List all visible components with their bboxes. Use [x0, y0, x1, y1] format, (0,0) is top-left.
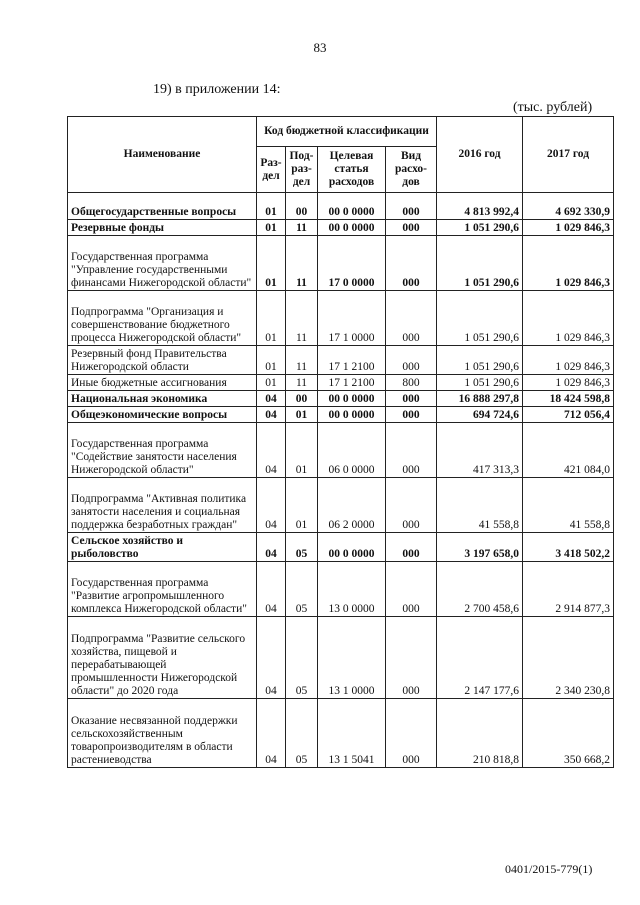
cell-name: Общегосударственные вопросы: [68, 193, 257, 220]
cell-tselevaya: 17 1 2100: [318, 346, 386, 375]
cell-tselevaya: 00 0 0000: [318, 193, 386, 220]
header-2016: 2016 год: [437, 117, 523, 193]
cell-razdel: 01: [257, 193, 286, 220]
cell-vid: 000: [386, 478, 437, 533]
cell-podrazdel: 11: [286, 236, 318, 291]
cell-vid: 000: [386, 423, 437, 478]
cell-2016: 2 147 177,6: [437, 617, 523, 699]
table-row: [68, 478, 614, 533]
cell-2016: 2 700 458,6: [437, 562, 523, 617]
cell-podrazdel: 00: [286, 193, 318, 220]
cell-razdel: 04: [257, 533, 286, 562]
table-row: [68, 236, 614, 291]
cell-2017: 1 029 846,3: [523, 236, 614, 291]
cell-2017: 421 084,0: [523, 423, 614, 478]
header-tselevaya: Целевая статья расходов: [318, 147, 386, 193]
cell-2017: 712 056,4: [523, 407, 614, 423]
cell-2016: 1 051 290,6: [437, 375, 523, 391]
cell-vid: 800: [386, 375, 437, 391]
table-row: [68, 699, 614, 768]
cell-podrazdel: 01: [286, 478, 318, 533]
table-row: [68, 423, 614, 478]
header-2017: 2017 год: [523, 117, 614, 193]
cell-razdel: 01: [257, 220, 286, 236]
footer-code: 0401/2015-779(1): [505, 862, 593, 876]
cell-vid: 000: [386, 533, 437, 562]
cell-2016: 1 051 290,6: [437, 346, 523, 375]
cell-podrazdel: 11: [286, 346, 318, 375]
cell-2016: 210 818,8: [437, 699, 523, 768]
table-row: [68, 346, 614, 375]
cell-2017: 2 340 230,8: [523, 617, 614, 699]
cell-podrazdel: 01: [286, 423, 318, 478]
cell-razdel: 04: [257, 423, 286, 478]
cell-name: Подпрограмма "Активная политика занятости населения и социальная поддержка безработных граждан": [68, 478, 257, 533]
cell-name: Иные бюджетные ассигнования: [68, 375, 257, 391]
cell-podrazdel: 05: [286, 562, 318, 617]
header-razdel: Раз-дел: [257, 147, 286, 193]
cell-2017: 4 692 330,9: [523, 193, 614, 220]
cell-name: Сельское хозяйство и рыболовство: [68, 533, 257, 562]
cell-tselevaya: 00 0 0000: [318, 220, 386, 236]
cell-2016: 3 197 658,0: [437, 533, 523, 562]
cell-vid: 000: [386, 236, 437, 291]
cell-tselevaya: 13 1 0000: [318, 617, 386, 699]
cell-razdel: 04: [257, 478, 286, 533]
cell-vid: 000: [386, 562, 437, 617]
cell-podrazdel: 00: [286, 391, 318, 407]
cell-2017: 41 558,8: [523, 478, 614, 533]
cell-tselevaya: 13 1 5041: [318, 699, 386, 768]
cell-2016: 417 313,3: [437, 423, 523, 478]
table-row: [68, 220, 614, 236]
cell-name: Общеэкономические вопросы: [68, 407, 257, 423]
cell-name: Государственная программа "Развитие агропромышленного комплекса Нижегородской области": [68, 562, 257, 617]
cell-tselevaya: 06 2 0000: [318, 478, 386, 533]
cell-name: Национальная экономика: [68, 391, 257, 407]
units-label: (тыс. рублей): [513, 100, 593, 115]
table-row: [68, 391, 614, 407]
cell-2016: 4 813 992,4: [437, 193, 523, 220]
cell-razdel: 01: [257, 291, 286, 346]
cell-tselevaya: 17 1 0000: [318, 291, 386, 346]
cell-2017: 18 424 598,8: [523, 391, 614, 407]
cell-tselevaya: 17 1 2100: [318, 375, 386, 391]
cell-razdel: 01: [257, 236, 286, 291]
cell-razdel: 01: [257, 346, 286, 375]
table-row: [68, 617, 614, 699]
cell-2017: 2 914 877,3: [523, 562, 614, 617]
table-row: [68, 562, 614, 617]
header-vid: Вид расхо-дов: [386, 147, 437, 193]
cell-tselevaya: 17 0 0000: [318, 236, 386, 291]
cell-2017: 3 418 502,2: [523, 533, 614, 562]
cell-name: Государственная программа "Управление государственными финансами Нижегородской области": [68, 236, 257, 291]
cell-podrazdel: 05: [286, 533, 318, 562]
cell-name: Подпрограмма "Организация и совершенствование бюджетного процесса Нижегородской области": [68, 291, 257, 346]
table-row: [68, 407, 614, 423]
cell-tselevaya: 00 0 0000: [318, 407, 386, 423]
cell-podrazdel: 01: [286, 407, 318, 423]
cell-2016: 694 724,6: [437, 407, 523, 423]
cell-razdel: 01: [257, 375, 286, 391]
cell-2016: 1 051 290,6: [437, 220, 523, 236]
cell-vid: 000: [386, 407, 437, 423]
cell-podrazdel: 11: [286, 375, 318, 391]
cell-tselevaya: 00 0 0000: [318, 533, 386, 562]
cell-2017: 1 029 846,3: [523, 375, 614, 391]
cell-podrazdel: 05: [286, 699, 318, 768]
page-number: 83: [313, 40, 327, 55]
cell-2016: 1 051 290,6: [437, 236, 523, 291]
cell-name: Резервные фонды: [68, 220, 257, 236]
table-body: [68, 193, 614, 768]
header-code-group: Код бюджетной классификации: [257, 117, 437, 147]
intro-text: 19) в приложении 14:: [153, 82, 281, 97]
cell-tselevaya: 06 0 0000: [318, 423, 386, 478]
cell-razdel: 04: [257, 699, 286, 768]
cell-razdel: 04: [257, 617, 286, 699]
cell-name: Подпрограмма "Развитие сельского хозяйства, пищевой и перерабатывающей промышленности Нижегородской области" до 2020 года: [68, 617, 257, 699]
cell-razdel: 04: [257, 562, 286, 617]
cell-2016: 16 888 297,8: [437, 391, 523, 407]
cell-vid: 000: [386, 699, 437, 768]
table-row: [68, 291, 614, 346]
cell-2016: 1 051 290,6: [437, 291, 523, 346]
table-row: [68, 193, 614, 220]
cell-name: Государственная программа "Содействие занятости населения Нижегородской области": [68, 423, 257, 478]
budget-table: [67, 116, 614, 768]
cell-vid: 000: [386, 291, 437, 346]
cell-vid: 000: [386, 346, 437, 375]
cell-tselevaya: 00 0 0000: [318, 391, 386, 407]
table-row: [68, 375, 614, 391]
cell-name: Резервный фонд Правительства Нижегородской области: [68, 346, 257, 375]
cell-vid: 000: [386, 193, 437, 220]
cell-tselevaya: 13 0 0000: [318, 562, 386, 617]
cell-podrazdel: 11: [286, 291, 318, 346]
cell-podrazdel: 11: [286, 220, 318, 236]
cell-name: Оказание несвязанной поддержки сельскохозяйственным товаропроизводителям в области растениеводства: [68, 699, 257, 768]
cell-2016: 41 558,8: [437, 478, 523, 533]
header-podrazdel: Под-раз-дел: [286, 147, 318, 193]
cell-2017: 1 029 846,3: [523, 291, 614, 346]
cell-2017: 1 029 846,3: [523, 346, 614, 375]
cell-vid: 000: [386, 391, 437, 407]
cell-2017: 350 668,2: [523, 699, 614, 768]
cell-2017: 1 029 846,3: [523, 220, 614, 236]
cell-razdel: 04: [257, 407, 286, 423]
cell-podrazdel: 05: [286, 617, 318, 699]
cell-vid: 000: [386, 617, 437, 699]
cell-razdel: 04: [257, 391, 286, 407]
header-name: Наименование: [68, 117, 257, 193]
cell-vid: 000: [386, 220, 437, 236]
table-row: [68, 533, 614, 562]
